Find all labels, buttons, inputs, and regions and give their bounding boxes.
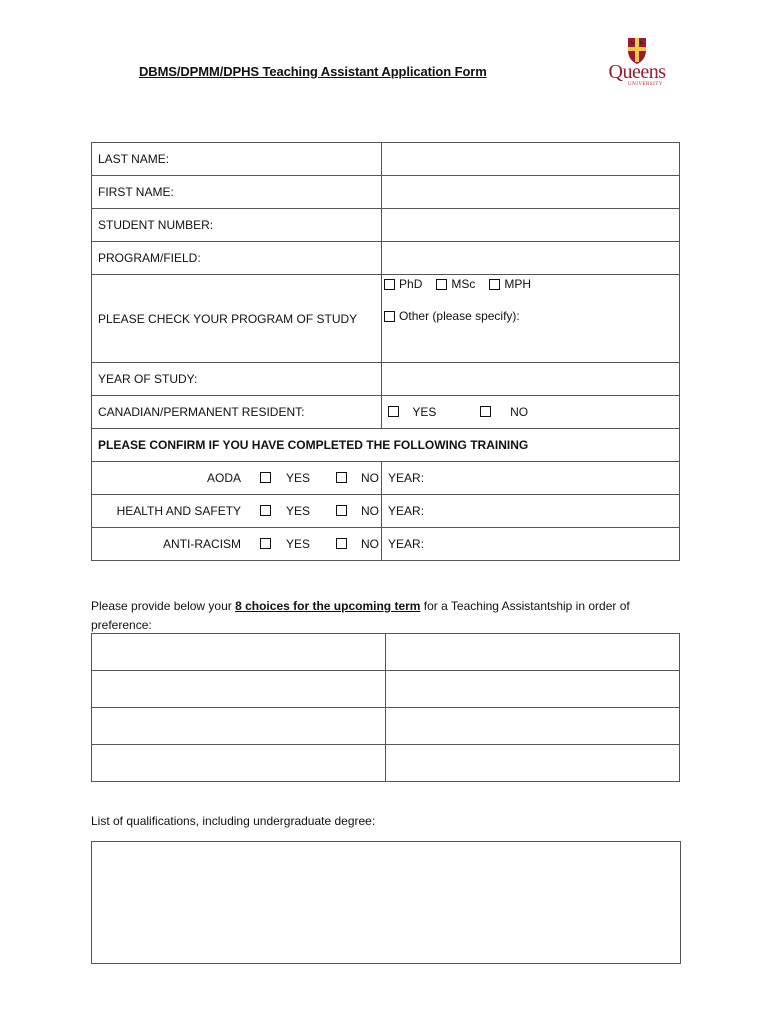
table-row: [92, 429, 680, 462]
qualifications-textarea[interactable]: [91, 841, 681, 964]
choices-intro-after: for a Teaching Assistantship in order of preference:: [91, 599, 630, 632]
choice-cell-2[interactable]: [386, 634, 680, 671]
program-field-label: PROGRAM/FIELD:: [92, 242, 382, 275]
training-options-cell: [92, 528, 382, 561]
choice-cell-5[interactable]: [92, 708, 386, 745]
choice-cell-3[interactable]: [92, 671, 386, 708]
aoda-no-checkbox[interactable]: [336, 472, 347, 483]
health-safety-yes-label: YES: [286, 504, 311, 518]
table-row: [92, 396, 680, 429]
aoda-yes-label: YES: [286, 471, 311, 485]
choice-cell-1[interactable]: [92, 634, 386, 671]
first-name-label: FIRST NAME:: [92, 176, 382, 209]
year-of-study-input[interactable]: [382, 363, 680, 396]
form-title: DBMS/DPMM/DPHS Teaching Assistant Application Form: [139, 64, 487, 79]
aoda-year-field[interactable]: YEAR:: [382, 462, 680, 495]
msc-checkbox[interactable]: [436, 279, 447, 290]
other-label: Other (please specify):: [399, 309, 520, 323]
health-safety-no-label: NO: [361, 504, 379, 518]
resident-no-checkbox[interactable]: [480, 406, 491, 417]
resident-options-cell: [382, 396, 680, 429]
choices-intro-bold: 8 choices for the upcoming term: [235, 599, 421, 613]
choice-cell-4[interactable]: [386, 671, 680, 708]
student-number-label: STUDENT NUMBER:: [92, 209, 382, 242]
table-row: [92, 745, 680, 782]
table-row: [92, 671, 680, 708]
aoda-yes-checkbox[interactable]: [260, 472, 271, 483]
training-row-health-safety: [92, 495, 680, 528]
choice-cell-7[interactable]: [92, 745, 386, 782]
choices-intro-before: Please provide below your: [91, 599, 236, 613]
training-label-aoda: AODA: [207, 471, 242, 485]
program-check-label: PLEASE CHECK YOUR PROGRAM OF STUDY: [92, 275, 382, 363]
year-of-study-label: YEAR OF STUDY:: [92, 363, 382, 396]
training-label-anti-racism: ANTI-RACISM: [163, 537, 242, 551]
table-row: [92, 634, 680, 671]
program-other-row: [382, 309, 679, 323]
table-row: [92, 242, 680, 275]
msc-label: MSc: [451, 277, 476, 291]
table-row: [92, 143, 680, 176]
anti-racism-yes-label: YES: [286, 537, 311, 551]
last-name-input[interactable]: [382, 143, 680, 176]
other-checkbox[interactable]: [384, 311, 395, 322]
resident-yes-label: YES: [412, 405, 437, 419]
training-options-cell: [92, 462, 382, 495]
aoda-no-label: NO: [361, 471, 379, 485]
phd-checkbox[interactable]: [384, 279, 395, 290]
mph-label: MPH: [504, 277, 532, 291]
anti-racism-no-checkbox[interactable]: [336, 538, 347, 549]
table-row: [92, 275, 680, 363]
mph-checkbox[interactable]: [489, 279, 500, 290]
resident-no-label: NO: [510, 405, 529, 419]
student-number-input[interactable]: [382, 209, 680, 242]
anti-racism-yes-checkbox[interactable]: [260, 538, 271, 549]
program-field-input[interactable]: [382, 242, 680, 275]
queens-logo: [602, 36, 672, 92]
training-heading: PLEASE CONFIRM IF YOU HAVE COMPLETED THE FOLLOWING TRAINING: [92, 429, 680, 462]
training-label-health-safety: HEALTH AND SAFETY: [116, 504, 242, 518]
choices-instructions: [91, 597, 691, 635]
training-row-aoda: [92, 462, 680, 495]
table-row: [92, 176, 680, 209]
phd-label: PhD: [399, 277, 423, 291]
health-safety-yes-checkbox[interactable]: [260, 505, 271, 516]
table-row: [92, 209, 680, 242]
applicant-info-table: [91, 142, 680, 561]
ta-choices-table: [91, 633, 680, 782]
logo-wordmark: Queens: [608, 61, 666, 83]
training-row-anti-racism: [92, 528, 680, 561]
health-safety-year-field[interactable]: YEAR:: [382, 495, 680, 528]
logo-subtext: UNIVERSITY: [628, 82, 663, 87]
last-name-label: LAST NAME:: [92, 143, 382, 176]
anti-racism-year-field[interactable]: YEAR:: [382, 528, 680, 561]
qualifications-label: List of qualifications, including undergraduate degree:: [91, 814, 376, 828]
choice-cell-6[interactable]: [386, 708, 680, 745]
resident-label: CANADIAN/PERMANENT RESIDENT:: [92, 396, 382, 429]
choice-cell-8[interactable]: [386, 745, 680, 782]
program-options-cell: [382, 275, 680, 363]
health-safety-no-checkbox[interactable]: [336, 505, 347, 516]
first-name-input[interactable]: [382, 176, 680, 209]
program-options-row: [382, 277, 679, 291]
training-options-cell: [92, 495, 382, 528]
resident-yes-checkbox[interactable]: [388, 406, 399, 417]
anti-racism-no-label: NO: [361, 537, 379, 551]
table-row: [92, 708, 680, 745]
table-row: [92, 363, 680, 396]
